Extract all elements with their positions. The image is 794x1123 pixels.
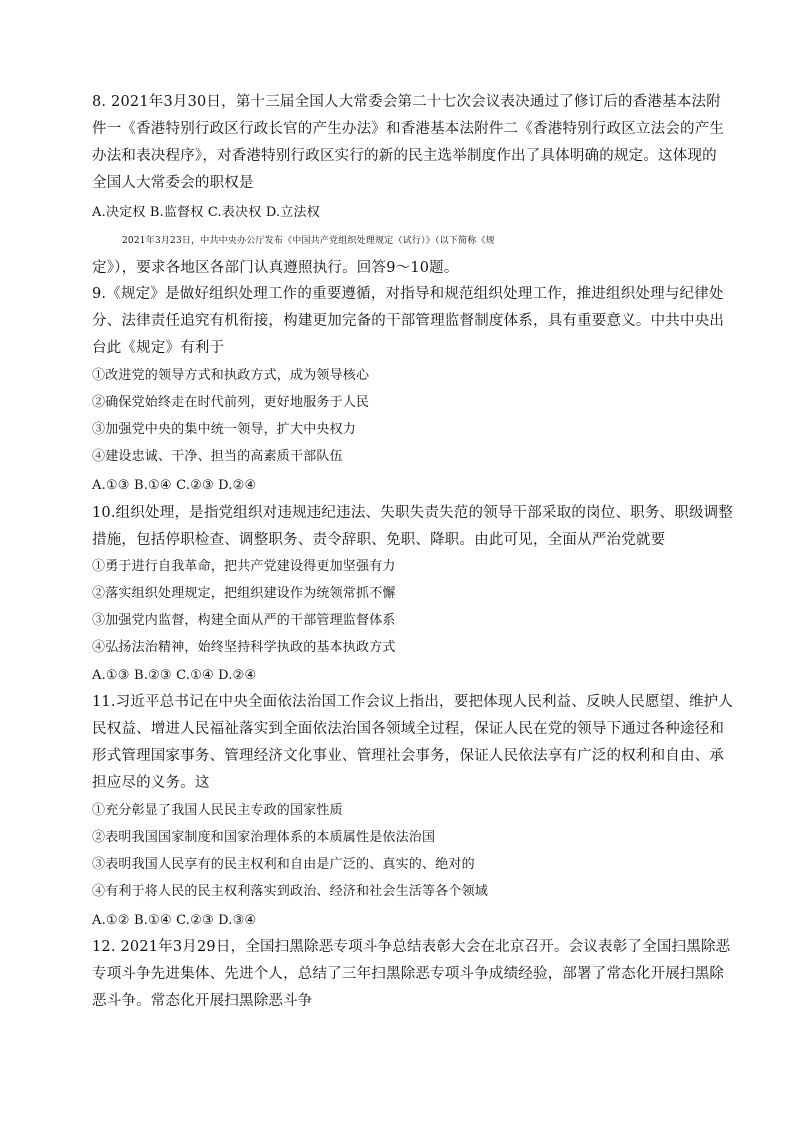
- q10-stem-line: 10.组织处理，是指党组织对违规违纪违法、失职失责失范的领导干部采取的岗位、职务、职级调整: [92, 505, 734, 521]
- q11-option: ②表明我国国家制度和国家治理体系的本质属性是依法治国: [92, 830, 436, 845]
- q11-stem-line: 11.习近平总书记在中央全面依法治国工作会议上指出，要把体现人民利益、反映人民愿望、维护人: [92, 694, 734, 710]
- q11-option: ④有利于将人民的民主权利落实到政治、经济和社会生活等各个领域: [92, 884, 489, 899]
- q10-option: ④弘扬法治精神，始终坚持科学执政的基本执政方式: [92, 640, 396, 655]
- q9-option: ②确保党始终走在时代前列，更好地服务于人民: [92, 395, 370, 410]
- q9-answer-choices: A.①③ B.①④ C.②③ D.②④: [92, 478, 257, 493]
- q9-stem-line: 分、法律责任追究有机衔接，构建更加完备的干部管理监督制度体系，具有重要意义。中共中央出: [92, 313, 725, 329]
- q10-answer-choices: A.①③ B.②③ C.①④ D.②④: [92, 668, 257, 683]
- q11-option: ①充分彰显了我国人民民主专政的国家性质: [92, 803, 343, 818]
- q11-answer-choices: A.①② B.①④ C.②③ D.③④: [92, 913, 257, 928]
- q10-option: ③加强党内监督，构建全面从严的干部管理监督体系: [92, 613, 396, 628]
- q9-option: ①改进党的领导方式和执政方式，成为领导核心: [92, 368, 370, 383]
- intro-9-10-line: 2021年3月23日，中共中央办公厅发布《中国共产党组织处理规定（试行）》（以下简称《规: [122, 236, 495, 246]
- q11-stem-line: 民权益、增进人民福祉落实到全面依法治国各领域全过程，保证人民在党的领导下通过各种途径和: [92, 721, 725, 737]
- intro-9-10-line: 定》），要求各地区各部门认真遵照执行。回答9～10题。: [92, 260, 459, 276]
- q8-stem-line: 8. 2021年3月30日，第十三届全国人大常委会第二十七次会议表决通过了修订后的香港基本法附: [92, 94, 721, 110]
- q9-stem-line: 9.《规定》是做好组织处理工作的重要遵循，对指导和规范组织处理工作，推进组织处理与纪律处: [92, 286, 724, 302]
- q12-stem-line: 12. 2021年3月29日，全国扫黑除恶专项斗争总结表彰大会在北京召开。会议表彰了全国扫黑除恶: [92, 939, 731, 955]
- q9-option: ③加强党中央的集中统一领导，扩大中央权力: [92, 422, 357, 437]
- q12-stem-line: 恶斗争。常态化开展扫黑除恶斗争: [92, 993, 313, 1009]
- q12-stem-line: 专项斗争先进集体、先进个人，总结了三年扫黑除恶专项斗争成绩经验，部署了常态化开展扫黑除: [92, 966, 725, 982]
- q11-stem-line: 形式管理国家事务、管理经济文化事业、管理社会事务，保证人民依法享有广泛的权利和自由、承: [92, 748, 725, 764]
- q10-option: ②落实组织处理规定，把组织建设作为统领常抓不懈: [92, 586, 396, 601]
- q10-option: ①勇于进行自我革命，把共产党建设得更加坚强有力: [92, 559, 396, 574]
- q9-option: ④建设忠诚、干净、担当的高素质干部队伍: [92, 449, 343, 464]
- q8-stem-line: 全国人大常委会的职权是: [92, 175, 254, 191]
- q8-stem-line: 件一《香港特别行政区行政长官的产生办法》和香港基本法附件二《香港特别行政区立法会的产生: [92, 121, 725, 137]
- q11-stem-line: 担应尽的义务。这: [92, 775, 210, 791]
- q11-option: ③表明我国人民享有的民主权利和自由是广泛的、真实的、绝对的: [92, 857, 475, 872]
- q10-stem-line: 措施，包括停职检查、调整职务、责令辞职、免职、降职。由此可见，全面从严治党就要: [92, 532, 666, 548]
- q8-stem-line: 办法和表决程序》，对香港特别行政区实行的新的民主选举制度作出了具体明确的规定。这体现的: [92, 148, 717, 164]
- q9-stem-line: 台此《规定》有利于: [92, 340, 225, 356]
- q8-answer-choices: A.决定权 B.监督权 C.表决权 D.立法权: [92, 205, 320, 220]
